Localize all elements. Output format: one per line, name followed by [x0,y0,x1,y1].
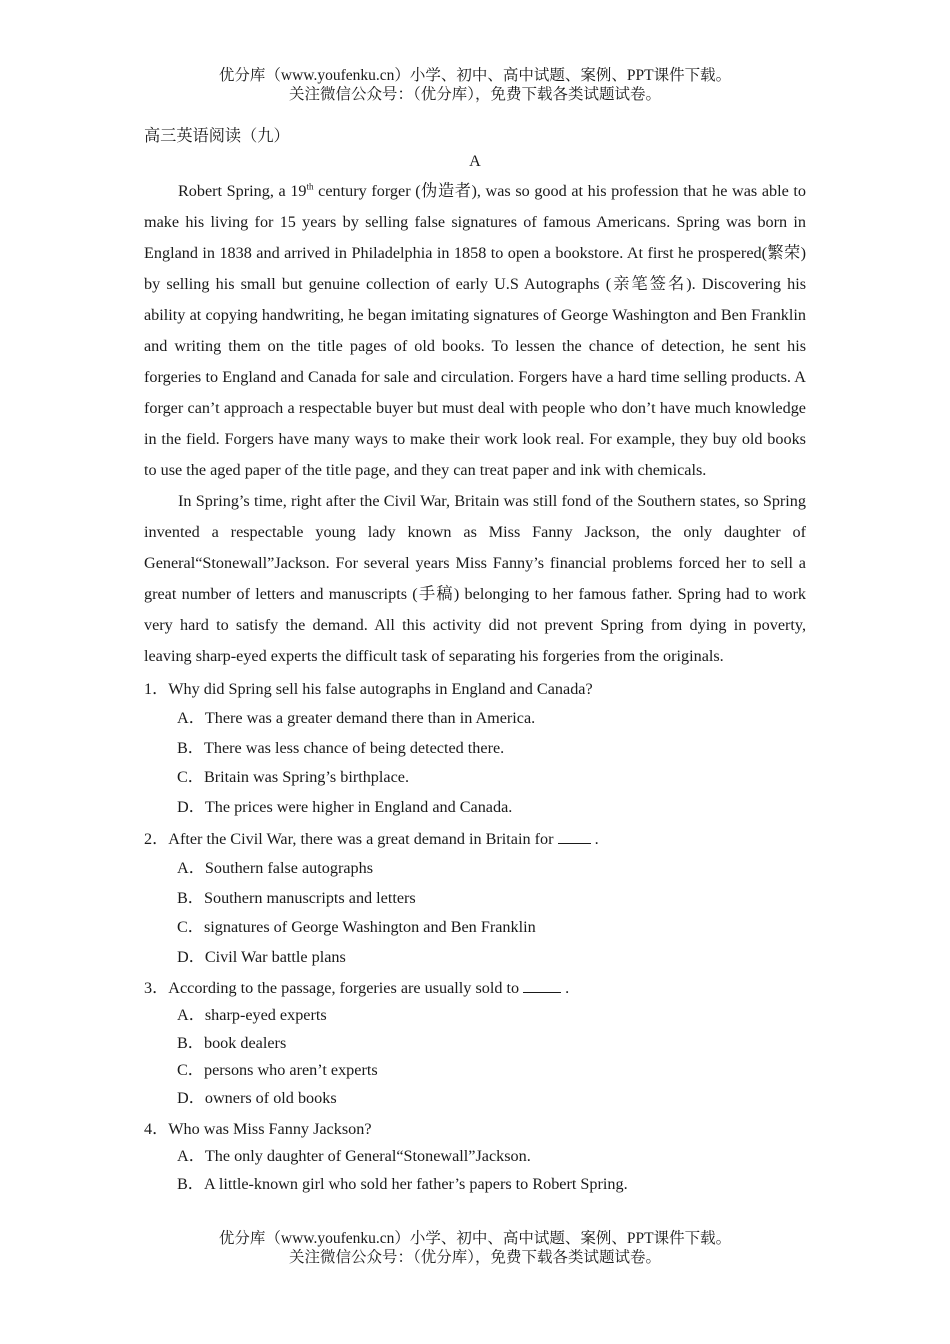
passage-paragraph-2: In Spring’s time, right after the Civil War, Britain was still fond of the Southern states, so Spring invented a respectable young lady known as Miss Fanny Jackson, the only daughter of General“Stonewall”Jackson. For several years Miss Fanny’s financial problems forced her to sell a great number of letters and manuscripts (手稿) belonging to her famous father. Spring had to work very hard to satisfy the demand. All this activity did not prevent Spring from dying in poverty, leaving sharp-eyed experts the difficult task of separating his forgeries from the originals. [144,492,806,665]
question-stem [144,674,806,704]
answer-blank [523,978,561,993]
question-3 [144,974,806,1113]
option-b: B．There was less chance of being detected there. [177,738,505,757]
option-a: A．The only daughter of General“Stonewall”Jackson. [177,1146,531,1165]
answer-blank [558,829,591,844]
passage-paragraph-1 [144,176,806,486]
header-line-2: 关注微信公众号：（优分库），免费下载各类试题试卷。 [288,86,661,103]
option-d: D．owners of old books [177,1089,337,1108]
question-2 [144,824,806,972]
option-c: C．signatures of George Washington and Ben Franklin [177,918,536,936]
question-text: Who was Miss Fanny Jackson? [168,1119,372,1138]
page-footer [0,1229,950,1267]
question-number: 2． [144,830,169,848]
question-4 [144,1115,806,1198]
question-text: According to the passage, forgeries are usually sold to [168,979,524,997]
question-number: 3． [144,979,169,997]
option-d: D．Civil War battle plans [177,947,346,966]
ordinal-superscript: th [306,181,314,192]
option-c: C．persons who aren’t experts [177,1061,378,1080]
section-label: A [469,152,481,170]
document-title: 高三英语阅读（九） [144,127,290,145]
option-a: A．There was a greater demand there than in America. [177,709,536,727]
question-stem [144,824,806,854]
header-line-1: 优分库（www.youfenku.cn）小学、初中、高中试题、案例、PPT课件下载。 [218,67,732,84]
option-b: B．book dealers [177,1033,287,1052]
footer-line-2: 关注微信公众号：（优分库），免费下载各类试题试卷。 [288,1249,661,1266]
paragraph-1-rest: century forger (伪造者), was so good at his profession that he was able to make his living for 15 years by selling false signatures of famous Americans. Spring was born in England in 1838 and arrived in Philadelphia in 1858 to open a bookstore. At first he prospered(繁荣) by selling his small but genuine collection of early U.S Autographs (亲笔签名). Discovering his ability at copying handwriting, he began imitating signatures of George Washington and Ben Franklin and writing them on the title pages of old books. To lessen the chance of detection, he sent his forgeries to England and Canada for sale and circulation. Forgers have a hard time selling products. A forger can’t approach a respectable buyer but must deal with people who don’t have much knowledge in the field. Forgers have many ways to make their work look real. For example, they buy old books to use the aged paper of the title page, and they can treat paper and ink with chemicals. [144,182,806,479]
question-stem [144,1115,806,1143]
paragraph-1-start: Robert Spring, a 19 [178,182,307,200]
question-number: 4． [144,1119,169,1138]
option-c: C．Britain was Spring’s birthplace. [177,768,409,786]
footer-line-1: 优分库（www.youfenku.cn）小学、初中、高中试题、案例、PPT课件下载。 [218,1230,732,1247]
option-b: B．Southern manuscripts and letters [177,888,416,907]
question-text-end: . [561,979,570,997]
option-b: B．A little-known girl who sold her father’s papers to Robert Spring. [177,1174,628,1193]
question-stem [144,974,806,1002]
question-text: Why did Spring sell his false autographs in England and Canada? [168,680,593,698]
document-body [144,125,806,1198]
question-text-end: . [590,830,599,848]
page-header [0,66,950,104]
option-a: A．sharp-eyed experts [177,1006,327,1024]
question-text: After the Civil War, there was a great demand in Britain for [168,830,558,848]
option-d: D．The prices were higher in England and Canada. [177,797,513,816]
question-1 [144,674,806,822]
question-number: 1． [144,680,169,698]
option-a: A．Southern false autographs [177,859,374,877]
